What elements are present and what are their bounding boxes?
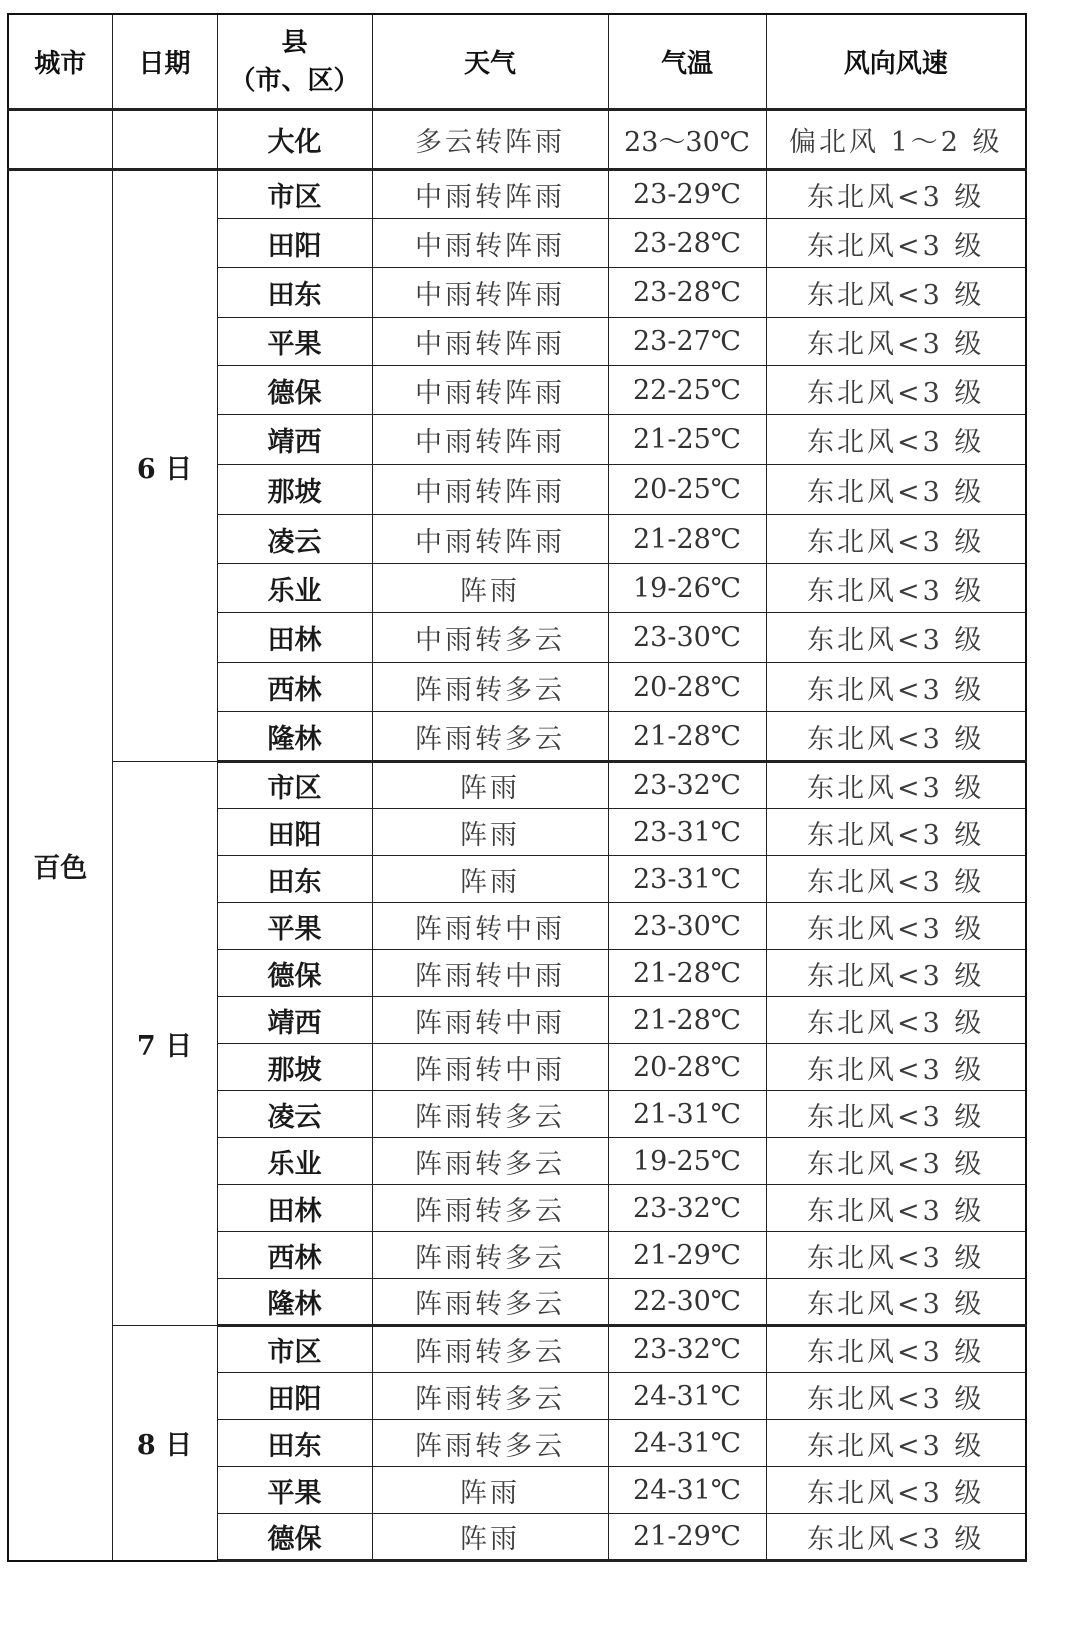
table-row <box>8 762 1026 809</box>
weather-cell: 阵雨转多云 <box>372 1138 608 1185</box>
temp-cell: 24-31℃ <box>608 1373 766 1420</box>
header-city: 城市 <box>8 14 112 110</box>
county-cell: 市区 <box>217 170 372 219</box>
county-cell: 田林 <box>217 1185 372 1232</box>
city-cell: 百色 <box>8 170 112 1561</box>
wind-cell: 东北风<3 级 <box>766 366 1026 415</box>
temp-cell: 21-29℃ <box>608 1514 766 1561</box>
wind-cell: 东北风<3 级 <box>766 663 1026 712</box>
temp-cell: 21-28℃ <box>608 997 766 1044</box>
county-cell: 德保 <box>217 950 372 997</box>
weather-cell: 中雨转阵雨 <box>372 415 608 465</box>
county-cell: 平果 <box>217 1467 372 1514</box>
wind-cell: 东北风<3 级 <box>766 564 1026 613</box>
weather-cell: 阵雨转中雨 <box>372 997 608 1044</box>
wind-cell: 东北风<3 级 <box>766 1326 1026 1373</box>
county-cell: 隆林 <box>217 712 372 762</box>
county-cell: 西林 <box>217 1232 372 1279</box>
county-cell: 平果 <box>217 903 372 950</box>
weather-cell: 阵雨 <box>372 1514 608 1561</box>
county-cell: 那坡 <box>217 1044 372 1091</box>
wind-cell: 东北风<3 级 <box>766 1138 1026 1185</box>
wind-cell: 东北风<3 级 <box>766 268 1026 318</box>
weather-cell: 阵雨转中雨 <box>372 1044 608 1091</box>
wind-cell: 东北风<3 级 <box>766 415 1026 465</box>
temp-cell: 23-32℃ <box>608 1185 766 1232</box>
temp-cell: 21-28℃ <box>608 950 766 997</box>
temp-cell: 22-30℃ <box>608 1279 766 1326</box>
wind-cell: 东北风<3 级 <box>766 950 1026 997</box>
wind-cell: 东北风<3 级 <box>766 219 1026 268</box>
wind-cell: 东北风<3 级 <box>766 1185 1026 1232</box>
temp-cell: 23～30℃ <box>608 110 766 170</box>
county-cell: 德保 <box>217 1514 372 1561</box>
weather-cell: 阵雨转多云 <box>372 1326 608 1373</box>
city-cell-empty <box>8 110 112 170</box>
wind-cell: 东北风<3 级 <box>766 465 1026 515</box>
weather-cell: 阵雨转中雨 <box>372 950 608 997</box>
date-cell: 7 日 <box>112 762 217 1326</box>
county-cell: 田东 <box>217 268 372 318</box>
wind-cell: 偏北风 1～2 级 <box>766 110 1026 170</box>
wind-cell: 东北风<3 级 <box>766 1420 1026 1467</box>
temp-cell: 20-28℃ <box>608 663 766 712</box>
temp-cell: 23-31℃ <box>608 809 766 856</box>
wind-cell: 东北风<3 级 <box>766 1232 1026 1279</box>
wind-cell: 东北风<3 级 <box>766 613 1026 663</box>
temp-cell: 23-31℃ <box>608 856 766 903</box>
weather-cell: 中雨转阵雨 <box>372 318 608 366</box>
temp-cell: 21-28℃ <box>608 515 766 564</box>
temp-cell: 20-28℃ <box>608 1044 766 1091</box>
wind-cell: 东北风<3 级 <box>766 903 1026 950</box>
temp-cell: 21-29℃ <box>608 1232 766 1279</box>
weather-cell: 阵雨转多云 <box>372 1279 608 1326</box>
weather-cell: 中雨转阵雨 <box>372 219 608 268</box>
wind-cell: 东北风<3 级 <box>766 318 1026 366</box>
county-cell: 田阳 <box>217 219 372 268</box>
county-cell: 大化 <box>217 110 372 170</box>
table-row <box>8 170 1026 219</box>
wind-cell: 东北风<3 级 <box>766 170 1026 219</box>
weather-cell: 阵雨 <box>372 762 608 809</box>
temp-cell: 22-25℃ <box>608 366 766 415</box>
temp-cell: 23-28℃ <box>608 268 766 318</box>
header-temp: 气温 <box>608 14 766 110</box>
temp-cell: 19-25℃ <box>608 1138 766 1185</box>
weather-cell: 中雨转阵雨 <box>372 366 608 415</box>
wind-cell: 东北风<3 级 <box>766 712 1026 762</box>
weather-cell: 中雨转多云 <box>372 613 608 663</box>
wind-cell: 东北风<3 级 <box>766 762 1026 809</box>
table-row-dahua <box>8 110 1026 170</box>
temp-cell: 23-30℃ <box>608 613 766 663</box>
weather-cell: 阵雨转多云 <box>372 1420 608 1467</box>
county-cell: 靖西 <box>217 997 372 1044</box>
county-cell: 田东 <box>217 1420 372 1467</box>
table-header-row <box>8 14 1026 110</box>
wind-cell: 东北风<3 级 <box>766 809 1026 856</box>
header-county-line1: 县 <box>281 27 308 58</box>
weather-cell: 中雨转阵雨 <box>372 465 608 515</box>
county-cell: 市区 <box>217 1326 372 1373</box>
wind-cell: 东北风<3 级 <box>766 1279 1026 1326</box>
county-cell: 凌云 <box>217 1091 372 1138</box>
wind-cell: 东北风<3 级 <box>766 1373 1026 1420</box>
weather-cell: 阵雨转多云 <box>372 1091 608 1138</box>
table-row <box>8 1326 1026 1373</box>
weather-cell: 中雨转阵雨 <box>372 268 608 318</box>
county-cell: 田东 <box>217 856 372 903</box>
weather-cell: 中雨转阵雨 <box>372 170 608 219</box>
header-county-line2: （市、区） <box>229 65 360 96</box>
header-wind: 风向风速 <box>766 14 1026 110</box>
temp-cell: 23-29℃ <box>608 170 766 219</box>
wind-cell: 东北风<3 级 <box>766 515 1026 564</box>
weather-forecast-table <box>7 13 1027 1562</box>
weather-cell: 阵雨转多云 <box>372 663 608 712</box>
temp-cell: 23-28℃ <box>608 219 766 268</box>
temp-cell: 20-25℃ <box>608 465 766 515</box>
temp-cell: 24-31℃ <box>608 1420 766 1467</box>
county-cell: 田阳 <box>217 1373 372 1420</box>
temp-cell: 23-27℃ <box>608 318 766 366</box>
temp-cell: 23-30℃ <box>608 903 766 950</box>
temp-cell: 21-28℃ <box>608 712 766 762</box>
wind-cell: 东北风<3 级 <box>766 856 1026 903</box>
county-cell: 乐业 <box>217 564 372 613</box>
header-date: 日期 <box>112 14 217 110</box>
weather-cell: 阵雨转多云 <box>372 1232 608 1279</box>
county-cell: 隆林 <box>217 1279 372 1326</box>
county-cell: 田阳 <box>217 809 372 856</box>
wind-cell: 东北风<3 级 <box>766 1091 1026 1138</box>
temp-cell: 23-32℃ <box>608 1326 766 1373</box>
wind-cell: 东北风<3 级 <box>766 997 1026 1044</box>
weather-cell: 阵雨 <box>372 856 608 903</box>
temp-cell: 21-25℃ <box>608 415 766 465</box>
county-cell: 乐业 <box>217 1138 372 1185</box>
weather-cell: 中雨转阵雨 <box>372 515 608 564</box>
county-cell: 靖西 <box>217 415 372 465</box>
wind-cell: 东北风<3 级 <box>766 1514 1026 1561</box>
weather-cell: 阵雨转多云 <box>372 1185 608 1232</box>
weather-cell: 阵雨转多云 <box>372 1373 608 1420</box>
county-cell: 平果 <box>217 318 372 366</box>
weather-cell: 阵雨 <box>372 809 608 856</box>
temp-cell: 23-32℃ <box>608 762 766 809</box>
weather-cell: 阵雨转中雨 <box>372 903 608 950</box>
wind-cell: 东北风<3 级 <box>766 1467 1026 1514</box>
date-cell: 6 日 <box>112 170 217 762</box>
weather-cell: 阵雨转多云 <box>372 712 608 762</box>
temp-cell: 24-31℃ <box>608 1467 766 1514</box>
county-cell: 市区 <box>217 762 372 809</box>
wind-cell: 东北风<3 级 <box>766 1044 1026 1091</box>
date-cell-empty <box>112 110 217 170</box>
header-weather: 天气 <box>372 14 608 110</box>
county-cell: 西林 <box>217 663 372 712</box>
county-cell: 凌云 <box>217 515 372 564</box>
county-cell: 田林 <box>217 613 372 663</box>
weather-cell: 阵雨 <box>372 1467 608 1514</box>
county-cell: 德保 <box>217 366 372 415</box>
weather-cell: 多云转阵雨 <box>372 110 608 170</box>
temp-cell: 21-31℃ <box>608 1091 766 1138</box>
date-cell: 8 日 <box>112 1326 217 1561</box>
weather-cell: 阵雨 <box>372 564 608 613</box>
forecast-table-wrapper <box>7 13 1027 1562</box>
header-county <box>217 14 372 110</box>
temp-cell: 19-26℃ <box>608 564 766 613</box>
county-cell: 那坡 <box>217 465 372 515</box>
